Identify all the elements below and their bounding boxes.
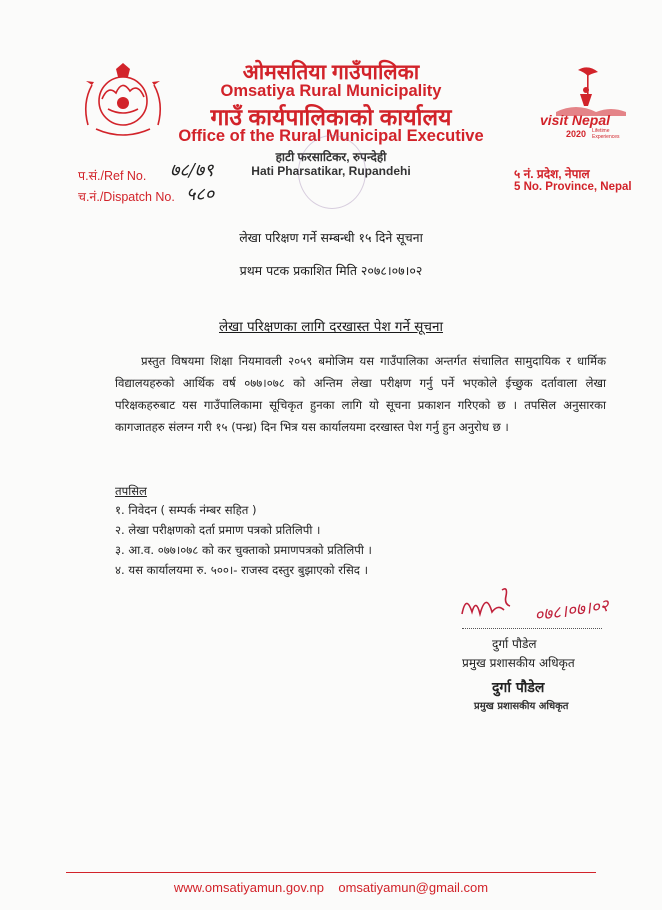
dispatch-number-value: ५८० bbox=[186, 184, 215, 205]
stamp-name: दुर्गा पौडेल bbox=[492, 680, 545, 696]
notice-title: लेखा परिक्षण गर्ने सम्बन्धी १५ दिने सूचना bbox=[239, 230, 423, 245]
visit-nepal-logo-icon bbox=[536, 66, 636, 144]
notice-subject-wrap bbox=[0, 316, 662, 335]
visit-logo-text: visit Nepal bbox=[540, 112, 611, 128]
footer-divider bbox=[66, 872, 596, 873]
municipality-name-nepali: ओमसतिया गाउँपालिका bbox=[242, 61, 420, 84]
list-item: १. निवेदन ( सम्पर्क नंम्बर सहित ) bbox=[115, 503, 257, 517]
list-item: २. लेखा परीक्षणको दर्ता प्रमाण पत्रको प्रतिलिपी । bbox=[115, 523, 321, 537]
office-name-english: Office of the Rural Municipal Executive bbox=[178, 127, 484, 145]
office-name-nepali: गाउँ कार्यपालिकाको कार्यालय bbox=[210, 104, 452, 130]
dispatch-number-label: च.नं./Dispatch No. bbox=[78, 190, 175, 204]
visit-logo-subtitle: Lifetime Experiences bbox=[592, 128, 620, 140]
handwritten-date: ०७८।०७।०२ bbox=[533, 595, 611, 627]
municipality-name-english: Omsatiya Rural Municipality bbox=[220, 82, 442, 100]
visit-logo-year: 2020 bbox=[566, 129, 587, 139]
address-nepali: हाटी फरसाटिकर, रुपन्देही bbox=[275, 150, 387, 164]
list-item: ४. यस कार्यालयमा रु. ५००।- राजस्व दस्तुर बुझाएको रसिद । bbox=[115, 563, 369, 577]
province-english: 5 No. Province, Nepal bbox=[514, 181, 632, 193]
list-item: ३. आ.व. ०७७।०७८ को कर चुक्ताको प्रमाणपत्रको प्रतिलिपी । bbox=[115, 543, 372, 557]
published-date: प्रथम पटक प्रकाशित मिति २०७८।०७।०२ bbox=[239, 263, 423, 278]
list-heading: तपसिल bbox=[115, 484, 147, 498]
ref-number-label: प.सं./Ref No. bbox=[78, 169, 147, 183]
signatory-designation: प्रमुख प्रशासकीय अधिकृत bbox=[462, 656, 575, 670]
ref-number-value: ७८/७९ bbox=[170, 160, 214, 181]
signatory-name: दुर्गा पौडेल bbox=[492, 637, 537, 651]
office-stamp bbox=[298, 135, 366, 209]
address-english: Hati Pharsatikar, Rupandehi bbox=[251, 164, 411, 178]
signature-line bbox=[462, 628, 602, 629]
notice-body: प्रस्तुत विषयमा शिक्षा नियमावली २०५९ बमोजिम यस गाउँपालिका अन्तर्गत संचालित सामुदायिक र धार्मिक विद्यालयहरुको आर्थिक वर्ष ०७७।०७८ को अन्तिम लेखा परीक्षण गर्नु पर्ने भएकोले ईच्छुक दर्तावाला लेखा परिक्षकहरुबाट यस गाउँपालिकामा सूचिकृत हुनका लागि यो सूचना प्रकाशन गरिएको छ । तपसिल अनुसारका कागजातहरु संलग्न गरी १५ (पन्ध्र) दिन भित्र यस कार्यालयमा दरखास्त पेश गर्नु हुन अनुरोध छ । bbox=[115, 354, 606, 434]
stamp-designation: प्रमुख प्रशासकीय अधिकृत bbox=[474, 701, 569, 712]
notice-subject: लेखा परिक्षणका लागि दरखास्त पेश गर्ने सूचना bbox=[219, 319, 443, 335]
email-link[interactable]: omsatiyamun@gmail.com bbox=[338, 880, 489, 895]
footer-contact bbox=[0, 880, 662, 895]
website-link[interactable]: www.omsatiyamun.gov.np bbox=[173, 880, 324, 895]
requirements-list bbox=[115, 500, 372, 580]
province-nepali: ५ नं. प्रदेश, नेपाल bbox=[514, 167, 590, 181]
